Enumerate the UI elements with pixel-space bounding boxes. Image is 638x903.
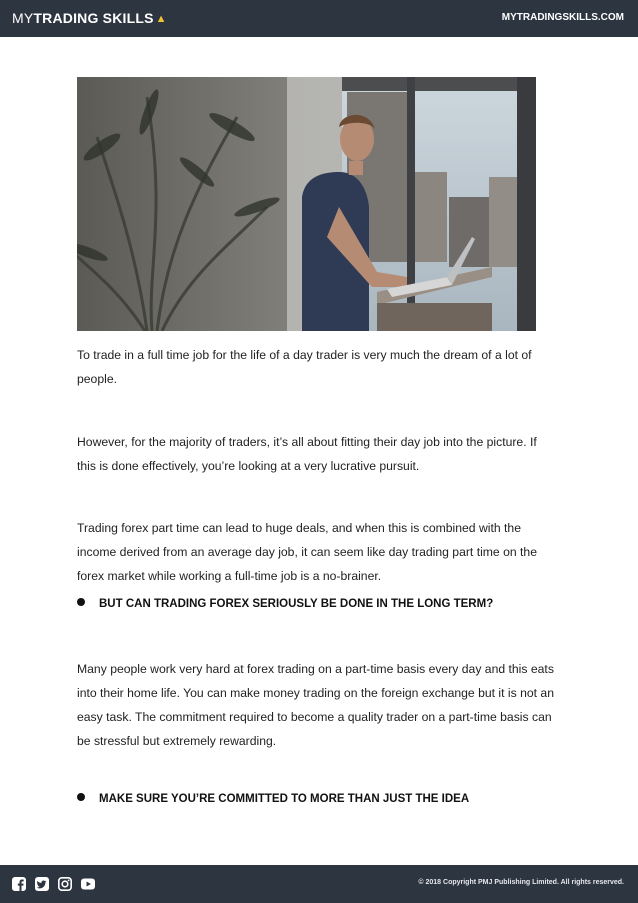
paragraph-2: However, for the majority of traders, it’s all about fitting their day job into the picture. If this is done effectively, you’re looking at a very lucrative pursuit. xyxy=(77,435,537,473)
bullet-heading-2 xyxy=(77,793,469,813)
paragraph-4: Many people work very hard at forex trading on a part-time basis every day and this eats into their home life. You can make money trading on the foreign exchange but it is not an easy task. The commitment required to become a quality trader on a part-time basis can be stressful but extremely rewarding. xyxy=(77,662,554,748)
logo-text-bold: TRADING SKILLS xyxy=(33,10,154,26)
footer-bar xyxy=(0,865,638,903)
site-url[interactable]: MYTRADINGSKILLS.COM xyxy=(501,12,624,23)
copyright-text: © 2018 Copyright PMJ Publishing Limited. All rights reserved. xyxy=(418,879,624,886)
logo-text-light: MY xyxy=(12,10,34,26)
youtube-icon[interactable] xyxy=(81,877,95,891)
man-at-standing-desk-photo xyxy=(77,77,536,331)
bullet-heading-1 xyxy=(77,598,493,618)
paragraph-1: To trade in a full time job for the life of a day trader is very much the dream of a lot of people. xyxy=(77,348,532,386)
bullet-dot-icon xyxy=(77,793,85,801)
header-bar xyxy=(0,0,638,37)
bullet-dot-icon xyxy=(77,598,85,606)
paragraph-3: Trading forex part time can lead to huge deals, and when this is combined with the income derived from an average day job, it can seem like day trading part time on the forex market while working a full-time job is a no-brainer. xyxy=(77,521,537,583)
logo-house-icon: ▲ xyxy=(155,13,167,25)
twitter-icon[interactable] xyxy=(35,877,49,891)
bullet-heading-text: MAKE SURE YOU’RE COMMITTED TO MORE THAN JUST THE IDEA xyxy=(99,793,470,805)
hero-image xyxy=(77,77,536,331)
facebook-icon[interactable] xyxy=(12,877,26,891)
site-logo[interactable] xyxy=(12,10,167,26)
instagram-icon[interactable] xyxy=(58,877,72,891)
bullet-heading-text: BUT CAN TRADING FOREX SERIOUSLY BE DONE IN THE LONG TERM? xyxy=(99,598,494,610)
